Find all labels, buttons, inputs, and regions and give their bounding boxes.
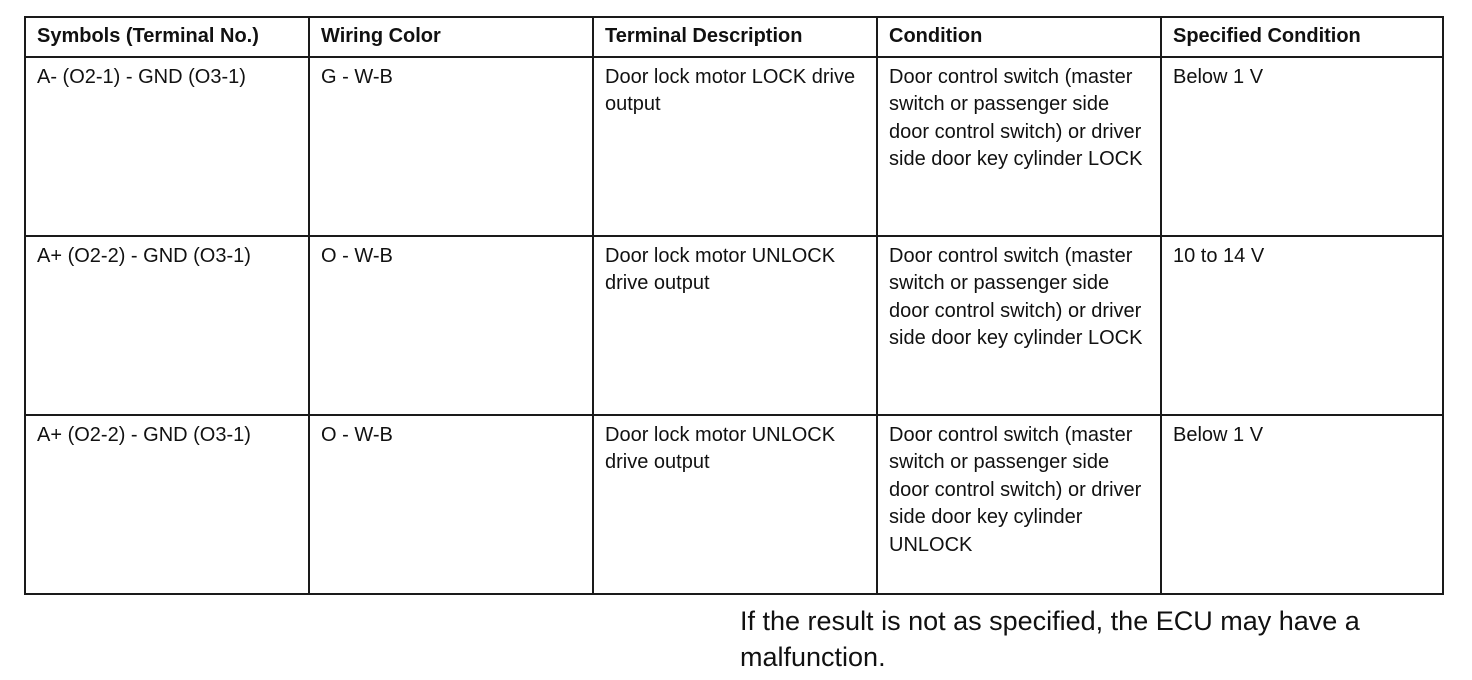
cell-wiring-color: O - W-B bbox=[309, 415, 593, 594]
header-condition: Condition bbox=[877, 17, 1161, 57]
header-wiring-color: Wiring Color bbox=[309, 17, 593, 57]
header-terminal-description: Terminal Description bbox=[593, 17, 877, 57]
malfunction-note: If the result is not as specified, the ECU may have a malfunction. bbox=[740, 606, 1360, 672]
cell-condition: Door control switch (master switch or passenger side door control switch) or driver side door key cylinder UNLOCK bbox=[877, 415, 1161, 594]
cell-symbols: A+ (O2-2) - GND (O3-1) bbox=[25, 236, 309, 415]
cell-wiring-color: O - W-B bbox=[309, 236, 593, 415]
table-row bbox=[25, 236, 1443, 415]
cell-terminal-description: Door lock motor UNLOCK drive output bbox=[593, 236, 877, 415]
cell-symbols: A+ (O2-2) - GND (O3-1) bbox=[25, 415, 309, 594]
table-body bbox=[25, 57, 1443, 594]
cell-specified-condition: 10 to 14 V bbox=[1161, 236, 1443, 415]
table-header bbox=[25, 17, 1443, 57]
table-row bbox=[25, 415, 1443, 594]
cell-wiring-color: G - W-B bbox=[309, 57, 593, 236]
table-row bbox=[25, 57, 1443, 236]
terminal-spec-table bbox=[24, 16, 1444, 595]
cell-terminal-description: Door lock motor LOCK drive output bbox=[593, 57, 877, 236]
cell-condition: Door control switch (master switch or passenger side door control switch) or driver side door key cylinder LOCK bbox=[877, 236, 1161, 415]
cell-specified-condition: Below 1 V bbox=[1161, 57, 1443, 236]
cell-symbols: A- (O2-1) - GND (O3-1) bbox=[25, 57, 309, 236]
cell-specified-condition: Below 1 V bbox=[1161, 415, 1443, 594]
header-row bbox=[25, 17, 1443, 57]
cell-terminal-description: Door lock motor UNLOCK drive output bbox=[593, 415, 877, 594]
cell-condition: Door control switch (master switch or passenger side door control switch) or driver side door key cylinder LOCK bbox=[877, 57, 1161, 236]
header-specified-condition: Specified Condition bbox=[1161, 17, 1443, 57]
header-symbols: Symbols (Terminal No.) bbox=[25, 17, 309, 57]
